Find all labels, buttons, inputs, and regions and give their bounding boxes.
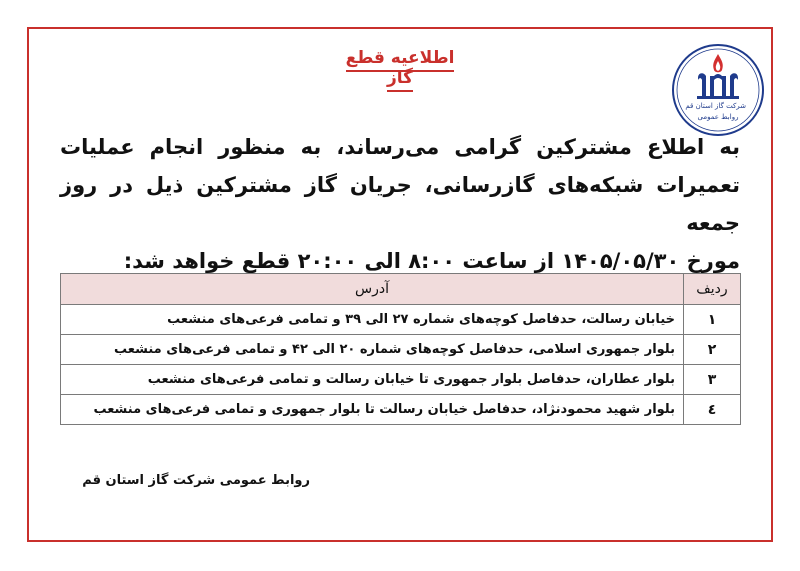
row-address: بلوار جمهوری اسلامی، حدفاصل کوچه‌های شماره ۲۰ الی ۴۲ و تمامی فرعی‌های منشعب bbox=[61, 335, 684, 365]
logo-caption-1: شرکت گاز استان قم bbox=[685, 102, 746, 110]
intro-line: به اطلاع مشترکین گرامی می‌رساند، به منظور انجام عملیات bbox=[60, 135, 740, 159]
header-row-number: ردیف bbox=[684, 274, 741, 305]
intro-line: مورخ ۱۴۰۵/۰۵/۳۰ از ساعت ۸:۰۰ الی ۲۰:۰۰ قطع خواهد شد: bbox=[123, 249, 740, 273]
row-number: ٤ bbox=[684, 395, 741, 425]
gas-company-emblem-icon bbox=[668, 40, 768, 140]
row-address: بلوار عطاران، حدفاصل بلوار جمهوری تا خیابان رسالت و تمامی فرعی‌های منشعب bbox=[61, 365, 684, 395]
table-row bbox=[61, 395, 741, 425]
table-header-row bbox=[61, 274, 741, 305]
header-address: آدرس bbox=[61, 274, 684, 305]
address-table bbox=[60, 273, 741, 425]
row-number: ۲ bbox=[684, 335, 741, 365]
logo-caption-2: روابط عمومی bbox=[697, 113, 739, 121]
notice-title bbox=[330, 48, 470, 88]
table-row bbox=[61, 365, 741, 395]
row-address: خیابان رسالت، حدفاصل کوچه‌های شماره ۲۷ الی ۳۹ و تمامی فرعی‌های منشعب bbox=[61, 305, 684, 335]
gas-company-logo bbox=[668, 40, 768, 140]
table-row bbox=[61, 305, 741, 335]
intro-line: تعمیرات شبکه‌های گازرسانی، جریان گاز مشترکین ذیل در روز جمعه bbox=[60, 173, 740, 235]
footer-signature: روابط عمومی شرکت گاز استان قم bbox=[82, 473, 310, 488]
notice-intro bbox=[60, 128, 740, 280]
row-number: ۱ bbox=[684, 305, 741, 335]
table-row bbox=[61, 335, 741, 365]
notice-title-text: اطلاعیه قطع گاز bbox=[346, 48, 455, 92]
row-address: بلوار شهید محمودنژاد، حدفاصل خیابان رسالت تا بلوار جمهوری و تمامی فرعی‌های منشعب bbox=[61, 395, 684, 425]
row-number: ۳ bbox=[684, 365, 741, 395]
